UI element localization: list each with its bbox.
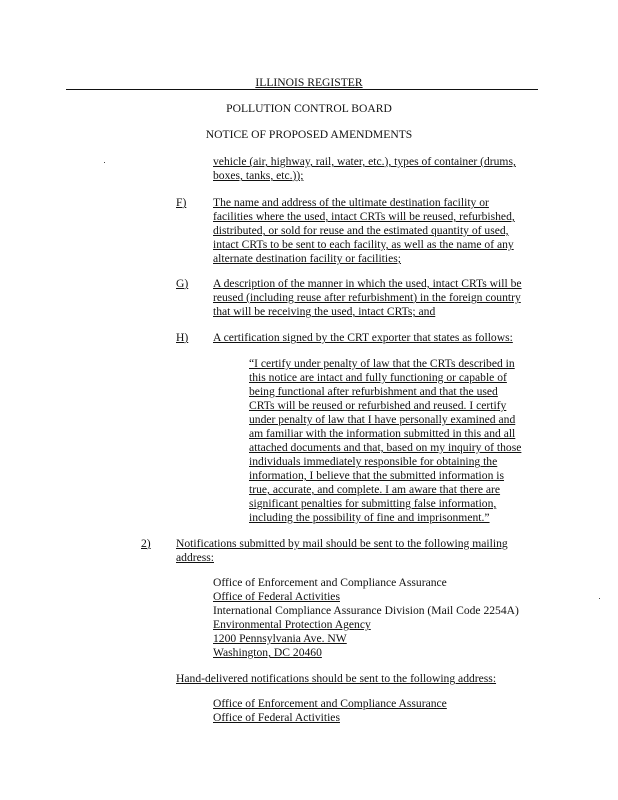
item-f-label: F)	[176, 196, 187, 209]
cert-line-10: true, accurate, and complete. I am aware that there are	[249, 483, 501, 496]
item-g-line-3: that will be receiving the used, intact CRTs; and	[213, 305, 436, 318]
mail-address-line-5: 1200 Pennsylvania Ave. NW	[213, 632, 347, 645]
notice-title: NOTICE OF PROPOSED AMENDMENTS	[205, 128, 413, 141]
item-g-label: G)	[176, 277, 189, 290]
cert-line-2: this notice are intact and fully functioning or capable of	[249, 371, 507, 384]
item-2-line-2: address:	[176, 551, 214, 564]
mail-address-line-6: Washington, DC 20460	[213, 646, 322, 659]
cert-line-1: “I certify under penalty of law that the CRTs described in	[249, 357, 515, 370]
item-h-line-1: A certification signed by the CRT exporter that states as follows:	[213, 331, 513, 344]
cert-line-4: CRTs will be reused or refurbished and reused. I certify	[249, 399, 507, 412]
cert-line-7: attached documents and that, based on my inquiry of those	[249, 441, 522, 454]
mail-address-line-4: Environmental Protection Agency	[213, 618, 371, 631]
item-2-line-1: Notifications submitted by mail should be sent to the following mailing	[176, 537, 508, 550]
mail-address-line-2: Office of Federal Activities	[213, 590, 340, 603]
cert-line-11: significant penalties for submitting false information,	[249, 497, 497, 510]
item-f-line-3: distributed, or sold for reuse and the estimated quantity of used,	[213, 224, 509, 237]
item-g-line-1: A description of the manner in which the used, intact CRTs will be	[213, 277, 522, 290]
scan-speck	[104, 162, 105, 163]
mail-address-line-3: International Compliance Assurance Division (Mail Code 2254A)	[213, 604, 519, 617]
header-rule	[66, 89, 538, 90]
board-title: POLLUTION CONTROL BOARD	[226, 102, 392, 115]
item-f-line-2: facilities where the used, intact CRTs will be reused, refurbished,	[213, 210, 515, 223]
item-e-line-2: boxes, tanks, etc.));	[213, 169, 304, 182]
item-h-label: H)	[176, 331, 189, 344]
mail-address-line-1: Office of Enforcement and Compliance Assurance	[213, 576, 447, 589]
cert-line-6: am familiar with the information submitted in this and all	[249, 427, 516, 440]
item-f-line-4: intact CRTs to be sent to each facility, as well as the name of any	[213, 238, 514, 251]
cert-line-8: individuals immediately responsible for obtaining the	[249, 455, 498, 468]
item-e-line-1: vehicle (air, highway, rail, water, etc.), types of container (drums,	[213, 155, 516, 168]
cert-line-12: including the possibility of fine and imprisonment.”	[249, 511, 490, 524]
item-2-label: 2)	[141, 537, 151, 550]
hand-delivery-intro: Hand-delivered notifications should be sent to the following address:	[176, 672, 497, 685]
item-g-line-2: reused (including reuse after refurbishment) in the foreign country	[213, 291, 521, 304]
scan-speck	[599, 598, 600, 599]
register-title: ILLINOIS REGISTER	[255, 76, 363, 89]
cert-line-5: under penalty of law that I have personally examined and	[249, 413, 516, 426]
cert-line-3: being functional after refurbishment and that the used	[249, 385, 498, 398]
item-f-line-1: The name and address of the ultimate destination facility or	[213, 196, 489, 209]
cert-line-9: information, I believe that the submitted information is	[249, 469, 505, 482]
item-f-line-5: alternate destination facility or facilities;	[213, 252, 402, 265]
hand-address-line-2: Office of Federal Activities	[213, 711, 340, 724]
hand-address-line-1: Office of Enforcement and Compliance Assurance	[213, 697, 447, 710]
